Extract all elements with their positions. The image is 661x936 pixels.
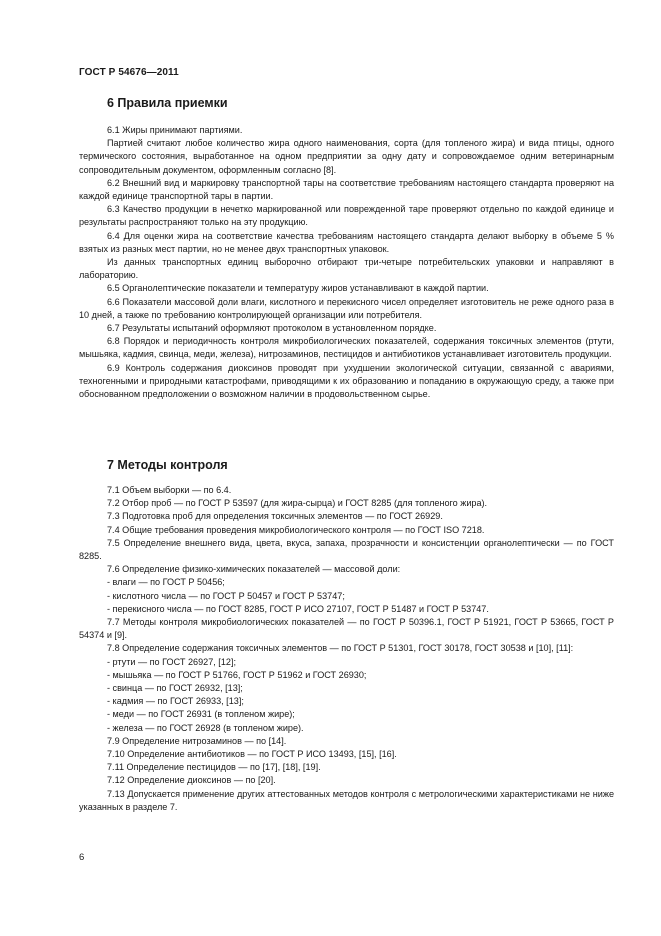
paragraph-7-4: 7.4 Общие требования проведения микробиологического контроля — по ГОСТ ISO 7218. (107, 524, 485, 535)
page-number: 6 (79, 852, 85, 863)
document-header: ГОСТ Р 54676—2011 (79, 67, 179, 78)
paragraph-7-8: 7.8 Определение содержания токсичных элементов — по ГОСТ Р 51301, ГОСТ 30178, ГОСТ 30538 и [10], [11]: (107, 643, 574, 654)
paragraph-6-6: 6.6 Показатели массовой доли влаги, кислотного и перекисного чисел определяет изготовитель не реже одного раза в 10 дней, а также по требованию контролирующей организации или потребителя. (79, 296, 614, 320)
list-item-iron: - железа — по ГОСТ 26928 (в топленом жире). (107, 722, 304, 733)
paragraph-7-3: 7.3 Подготовка проб для определения токсичных элементов — по ГОСТ 26929. (107, 511, 443, 522)
section-7-title: 7 Методы контроля (107, 458, 228, 472)
paragraph-7-13: 7.13 Допускается применение других аттестованных методов контроля с метрологическими характеристиками не ниже указанных в разделе 7. (79, 788, 614, 812)
paragraph-6-3: 6.3 Качество продукции в нечетко маркированной или поврежденной таре проверяют отдельно по каждой единице и результаты распространяют только на эту продукцию. (79, 204, 614, 228)
paragraph-7-12: 7.12 Определение диоксинов — по [20]. (107, 775, 276, 786)
paragraph-6-2: 6.2 Внешний вид и маркировку транспортной тары на соответствие требованиям настоящего стандарта проверяют на каждой единице транспортной тары в партии. (79, 177, 614, 202)
list-item-acid-number: - кислотного числа — по ГОСТ Р 50457 и ГОСТ Р 53747; (107, 590, 345, 601)
section-6-title: 6 Правила приемки (107, 96, 228, 110)
list-item-lead: - свинца — по ГОСТ 26932, [13]; (107, 683, 243, 694)
list-item-arsenic: - мышьяка — по ГОСТ Р 51766, ГОСТ Р 51962 и ГОСТ 26930; (107, 669, 367, 680)
list-item-copper: - меди — по ГОСТ 26931 (в топленом жире); (107, 709, 295, 720)
list-item-moisture: - влаги — по ГОСТ Р 50456; (107, 577, 225, 588)
section-6-body (79, 124, 614, 401)
paragraph-6-1: 6.1 Жиры принимают партиями. (107, 125, 243, 135)
paragraph-6-1-party: Партией считают любое количество жира одного наименования, сорта (для топленого жира) и вида птицы, одного термического состояния, выработанное на одном предприятии за одну дату и сопровождаемое одним ветеринарным сопроводительным документом, оформленным согласно [8]. (79, 138, 614, 175)
paragraph-6-9: 6.9 Контроль содержания диоксинов проводят при ухудшении экологической ситуации, связанной с авариями, техногенными и природными катастрофами, приводящими к их образованию и попаданию в окружающую среду, а также при обоснованном предположении о возможном наличии в продовольственном сырье. (79, 362, 614, 400)
paragraph-6-5: 6.5 Органолептические показатели и температуру жиров устанавливают в каждой партии. (107, 283, 489, 294)
paragraph-6-8: 6.8 Порядок и периодичность контроля микробиологических показателей, содержания токсичных элементов (ртути, мышьяка, кадмия, свинца, меди, железа), нитрозаминов, пестицидов и антибиотиков устанавливает изготовитель продукции. (79, 336, 614, 360)
paragraph-6-4: 6.4 Для оценки жира на соответствие качества требованиям настоящего стандарта делают выборку в объеме 5 % взятых из разных мест партии, но не менее двух транспортных упаковок. (79, 230, 614, 254)
paragraph-7-11: 7.11 Определение пестицидов — по [17], [18], [19]. (107, 762, 321, 773)
paragraph-7-10: 7.10 Определение антибиотиков — по ГОСТ Р ИСО 13493, [15], [16]. (107, 749, 397, 760)
paragraph-6-4-sample: Из данных транспортных единиц выборочно отбирают три-четыре потребительских упаковки и направляют в лабораторию. (79, 257, 614, 281)
list-item-peroxide-number: - перекисного числа — по ГОСТ 8285, ГОСТ Р ИСО 27107, ГОСТ Р 51487 и ГОСТ Р 53747. (107, 603, 489, 614)
paragraph-7-1: 7.1 Объем выборки — по 6.4. (107, 485, 232, 495)
paragraph-7-5: 7.5 Определение внешнего вида, цвета, вкуса, запаха, прозрачности и консистенции органолептически — по ГОСТ 8285. (79, 537, 614, 562)
paragraph-7-6: 7.6 Определение физико-химических показателей — массовой доли: (107, 564, 401, 575)
paragraph-6-7: 6.7 Результаты испытаний оформляют протоколом в установленном порядке. (107, 323, 437, 334)
section-7-body (79, 484, 614, 814)
list-item-cadmium: - кадмия — по ГОСТ 26933, [13]; (107, 696, 244, 707)
paragraph-7-2: 7.2 Отбор проб — по ГОСТ Р 53597 (для жира-сырца) и ГОСТ 8285 (для топленого жира). (107, 498, 488, 509)
list-item-mercury: - ртути — по ГОСТ 26927, [12]; (107, 656, 236, 667)
paragraph-7-7: 7.7 Методы контроля микробиологических показателей — по ГОСТ Р 50396.1, ГОСТ Р 51921, ГОСТ Р 53665, ГОСТ Р 54374 и [9]. (79, 617, 614, 641)
paragraph-7-9: 7.9 Определение нитрозаминов — по [14]. (107, 735, 287, 746)
